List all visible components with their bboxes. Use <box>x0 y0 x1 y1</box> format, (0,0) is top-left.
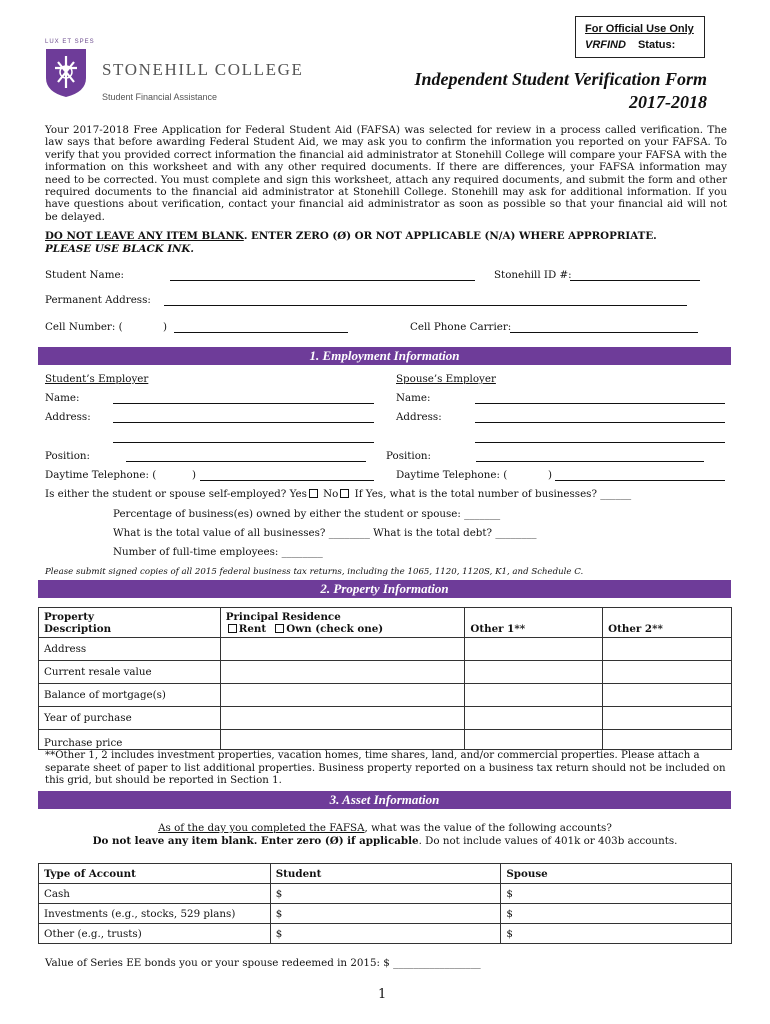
instruction-warning <box>45 230 735 255</box>
table-row <box>39 730 732 750</box>
col-student: Student <box>270 864 501 884</box>
cell-input[interactable] <box>465 661 603 684</box>
cell-number-label: Cell Number: ( <box>45 321 123 333</box>
spouse-position-field[interactable] <box>476 451 704 462</box>
yes-checkbox[interactable] <box>309 489 318 498</box>
row-label-investments: Investments (e.g., stocks, 529 plans) <box>39 904 271 924</box>
row-label-address: Address <box>39 638 221 661</box>
college-name: STONEHILL COLLEGE <box>102 60 304 79</box>
self-employed-row <box>45 488 631 500</box>
student-other-field[interactable]: $ <box>270 924 501 944</box>
student-name-label: Student Name: <box>45 269 125 281</box>
table-row <box>39 684 732 707</box>
cell-input[interactable] <box>465 638 603 661</box>
cell-input[interactable] <box>220 707 465 730</box>
col-other-2: Other 2** <box>603 608 732 638</box>
asset-intro <box>0 822 770 834</box>
rent-label: Rent <box>238 622 267 635</box>
cell-input[interactable] <box>220 638 465 661</box>
cell-number-field[interactable] <box>174 322 348 333</box>
col-spouse: Spouse <box>501 864 732 884</box>
asset-instruction-rest: . Do not include values of 401k or 403b accounts. <box>418 835 678 847</box>
business-employees: Number of full-time employees: ________ <box>113 546 323 558</box>
table-row <box>39 904 732 924</box>
asset-intro-underlined: As of the day you completed the FAFSA <box>158 822 365 834</box>
table-row <box>39 638 732 661</box>
spouse-other-field[interactable]: $ <box>501 924 732 944</box>
spouse-employer-address-field-2[interactable] <box>475 432 725 443</box>
cell-input[interactable] <box>465 730 603 750</box>
student-phone-close: ) <box>192 469 197 481</box>
property-header-row <box>39 608 732 638</box>
cell-input[interactable] <box>603 661 732 684</box>
ee-bonds-field[interactable]: Value of Series EE bonds you or your spouse redeemed in 2015: $ _________________ <box>45 957 481 969</box>
student-investments-field[interactable]: $ <box>270 904 501 924</box>
business-value-debt: What is the total value of all businesses? ________ What is the total debt? ________ <box>113 527 537 539</box>
page-number: 1 <box>378 987 387 1002</box>
college-subtitle: Student Financial Assistance <box>102 92 218 102</box>
vrfind-status-line <box>585 39 675 51</box>
student-employer-address-field-1[interactable] <box>113 412 374 423</box>
stonehill-id-label: Stonehill ID #: <box>494 269 572 281</box>
own-label: Own (check one) <box>286 622 384 635</box>
cell-input[interactable] <box>603 707 732 730</box>
warning-part1: DO NOT LEAVE ANY ITEM BLANK <box>45 230 244 242</box>
asset-intro-rest: , what was the value of the following accounts? <box>364 822 612 834</box>
permanent-address-field[interactable] <box>164 295 687 306</box>
spouse-employer-heading: Spouse’s Employer <box>396 373 496 385</box>
cell-close-paren: ) <box>163 321 168 333</box>
spouse-investments-field[interactable]: $ <box>501 904 732 924</box>
student-cash-field[interactable]: $ <box>270 884 501 904</box>
self-employed-question: Is either the student or spouse self-employed? <box>45 488 287 500</box>
cell-input[interactable] <box>465 707 603 730</box>
property-table <box>38 607 732 750</box>
student-employer-name-label: Name: <box>45 392 80 404</box>
asset-instruction-bold: Do not leave any item blank. Enter zero (Ø) if applicable <box>92 835 419 847</box>
cell-input[interactable] <box>603 684 732 707</box>
cell-input[interactable] <box>220 684 465 707</box>
no-label: No <box>323 488 339 500</box>
student-name-field[interactable] <box>170 270 475 281</box>
student-employer-name-field[interactable] <box>113 393 374 404</box>
status-label: Status: <box>637 39 676 51</box>
spouse-position-label: Position: <box>386 450 432 462</box>
rent-checkbox[interactable] <box>228 624 237 633</box>
row-label-year-purchase: Year of purchase <box>39 707 221 730</box>
cell-input[interactable] <box>603 730 732 750</box>
table-row <box>39 707 732 730</box>
asset-header-row <box>39 864 732 884</box>
row-label-other: Other (e.g., trusts) <box>39 924 271 944</box>
spouse-phone-label: Daytime Telephone: ( <box>396 469 508 481</box>
warning-part2: . ENTER ZERO (Ø) OR NOT APPLICABLE (N/A) WHERE APPROPRIATE. <box>243 230 657 242</box>
spouse-employer-address-field-1[interactable] <box>475 412 725 423</box>
college-shield-icon <box>45 48 87 98</box>
cell-area-code-field[interactable] <box>128 322 160 332</box>
section-employment-header: 1. Employment Information <box>38 347 731 365</box>
cell-input[interactable] <box>465 684 603 707</box>
permanent-address-label: Permanent Address: <box>45 294 151 306</box>
logo-motto: LUX ET SPES <box>45 39 95 45</box>
form-title <box>414 68 707 114</box>
col-principal-residence: Principal Residence Rent Own (check one) <box>220 608 465 638</box>
col-type-of-account: Type of Account <box>39 864 271 884</box>
student-employer-heading: Student’s Employer <box>45 373 149 385</box>
number-of-businesses: If Yes, what is the total number of businesses? ______ <box>354 488 632 500</box>
row-label-cash: Cash <box>39 884 271 904</box>
form-title-year: 2017-2018 <box>629 92 707 112</box>
col-property-description: Property Description <box>39 608 221 638</box>
yes-label: Yes <box>289 488 307 500</box>
stonehill-id-field[interactable] <box>570 270 700 281</box>
cell-carrier-label: Cell Phone Carrier: <box>410 321 512 333</box>
spouse-phone-field[interactable] <box>555 470 725 481</box>
cell-input[interactable] <box>603 638 732 661</box>
table-row <box>39 924 732 944</box>
cell-carrier-field[interactable] <box>510 322 698 333</box>
asset-instruction <box>0 835 770 847</box>
table-row <box>39 661 732 684</box>
spouse-employer-address-label: Address: <box>396 411 442 423</box>
spouse-phone-close: ) <box>548 469 553 481</box>
student-phone-label: Daytime Telephone: ( <box>45 469 157 481</box>
spouse-employer-name-label: Name: <box>396 392 431 404</box>
spouse-cash-field[interactable]: $ <box>501 884 732 904</box>
no-checkbox[interactable] <box>340 489 349 498</box>
col-other-1: Other 1** <box>465 608 603 638</box>
spouse-employer-name-field[interactable] <box>475 393 725 404</box>
cell-input[interactable] <box>220 730 465 750</box>
row-label-purchase-price: Purchase price <box>39 730 221 750</box>
row-label-mortgage: Balance of mortgage(s) <box>39 684 221 707</box>
student-employer-address-field-2[interactable] <box>113 432 374 443</box>
own-checkbox[interactable] <box>275 624 284 633</box>
intro-paragraph: Your 2017-2018 Free Application for Federal Student Aid (FAFSA) was selected for review in a process called verification. The law says that before awarding Federal Student Aid, we may ask you to confirm the information you reported on your FAFSA. To verify that you provided correct information the financial aid administrator at Stonehill College will compare your FAFSA with the information on this worksheet and with any other required documents. If there are differences, your FAFSA information may need to be corrected. You must complete and sign this worksheet, attach any required documents, and submit the form and other required documents to the financial aid administrator at Stonehill College. Stonehill may ask for additional information. If you have questions about verification, contact your financial aid administrator as soon as possible so that your financial aid will not be delayed. <box>45 124 727 223</box>
student-position-field[interactable] <box>126 451 366 462</box>
property-footnote: **Other 1, 2 includes investment properties, vacation homes, time shares, land, and/or commercial properties. Please attach a separate sheet of paper to list additional properties. Business property reported on a business tax return should not be included on this grid, but should be reported in Section 1. <box>45 750 726 786</box>
table-row <box>39 884 732 904</box>
business-percentage: Percentage of business(es) owned by either the student or spouse: _______ <box>113 508 501 520</box>
cell-input[interactable] <box>220 661 465 684</box>
official-use-box <box>575 16 705 58</box>
row-label-resale-value: Current resale value <box>39 661 221 684</box>
tax-return-note: Please submit signed copies of all 2015 federal business tax returns, including the 1065, 1120, 1120S, K1, and Schedule C. <box>45 567 584 577</box>
section-asset-header: 3. Asset Information <box>38 791 731 809</box>
student-employer-address-label: Address: <box>45 411 91 423</box>
student-position-label: Position: <box>45 450 91 462</box>
vrfind-label: VRFIND <box>585 39 626 51</box>
section-property-header: 2. Property Information <box>38 580 731 598</box>
warning-ink: PLEASE USE BLACK INK. <box>45 242 194 255</box>
asset-table <box>38 863 732 944</box>
official-use-label: For Official Use Only <box>585 23 694 35</box>
student-phone-field[interactable] <box>200 470 374 481</box>
form-title-line1: Independent Student Verification Form <box>414 69 707 89</box>
